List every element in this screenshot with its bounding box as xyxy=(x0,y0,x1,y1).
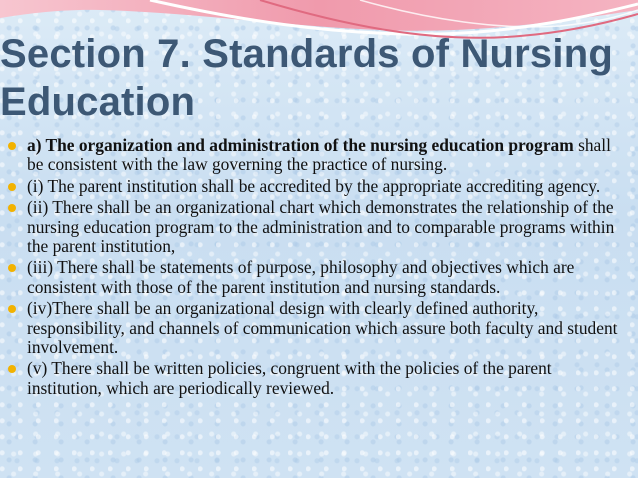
slide-title: Section 7. Standards of Nursing Education xyxy=(0,32,613,124)
bullet-dot-icon xyxy=(8,365,16,373)
bullet-text: shall be consistent with the law governing the practice of nursing. xyxy=(27,135,611,175)
bullet-list xyxy=(8,136,630,400)
bullet-bold-text: a) The organization and administration of the nursing education program xyxy=(27,135,574,155)
bullet-text: (iv)There shall be an organizational design with clearly defined authority, responsibility, and channels of communication which assure both faculty and student involvement. xyxy=(27,298,618,358)
bullet-dot-icon xyxy=(8,183,16,191)
bullet-text: (i) The parent institution shall be accredited by the appropriate accrediting agency. xyxy=(27,175,601,196)
list-item xyxy=(8,299,630,357)
list-item xyxy=(8,359,630,398)
bullet-text: (iii) There shall be statements of purpose, philosophy and objectives which are consistent with those of the parent institution and nursing standards. xyxy=(27,257,575,297)
bullet-dot-icon xyxy=(8,204,16,212)
list-item xyxy=(8,136,630,175)
bullet-dot-icon xyxy=(8,305,16,313)
bullet-dot-icon xyxy=(8,264,16,272)
bullet-dot-icon xyxy=(8,142,16,150)
list-item xyxy=(8,198,630,256)
list-item xyxy=(8,177,630,196)
bullet-text: (ii) There shall be an organizational chart which demonstrates the relationship of the nursing education program to the administration and to comparable programs within the parent institution, xyxy=(27,197,615,257)
list-item xyxy=(8,258,630,297)
bullet-text: (v) There shall be written policies, congruent with the policies of the parent institution, which are periodically reviewed. xyxy=(27,358,552,398)
